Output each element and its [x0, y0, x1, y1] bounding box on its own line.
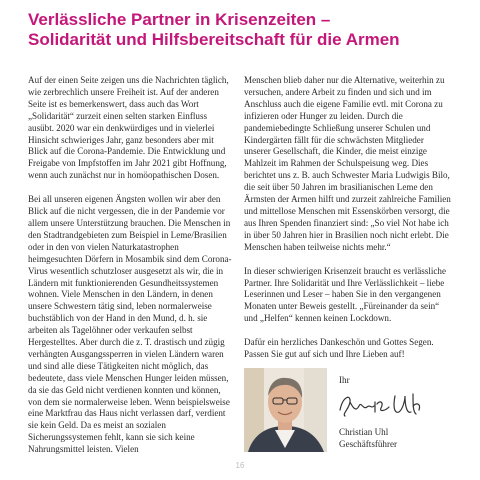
left-column [28, 75, 233, 468]
right-column [244, 75, 452, 373]
page-title [28, 10, 468, 50]
paragraph: Dafür ein herzliches Dankeschön und Gottes Segen. Passen Sie gut auf sich und Ihre Lieben auf! [244, 337, 434, 360]
page-number: 16 [235, 461, 245, 470]
author-block [244, 368, 452, 448]
author-name: Christian Uhl [339, 427, 389, 437]
author-photo [244, 368, 327, 452]
title-line-1: Verlässliche Partner in Krisenzeiten – [28, 10, 331, 29]
title-line-2: Solidarität und Hilfsbereitschaft für die Armen [28, 30, 400, 49]
paragraph: Menschen blieb daher nur die Alternative, weiterhin zu versuchen, andere Arbeit zu finden und sich und im Anschluss auch die eigene Familie evtl. mit Corona zu infizieren oder Hunger zu leiden. Durch die pandemiebedingte Schließung unserer Schulen und Kindergärten fällt für die schwächsten Mitglieder unserer Gesellschaft, die Kinder, die meist einzige Mahlzeit im Rahmen der Schulspeisung weg. Dies berichtet uns z. B. auch Schwester Maria Ludwigis Bilo, die seit über 50 Jahren im brasilianischen Leme den Ärmsten der Armen hilft und zurzeit zahlreiche Familien und mittellose Menschen mit Essenskörben versorgt, die aus Ihren Spenden finanziert sind: „So viel Not habe ich in über 50 Jahren hier in Brasilien noch nicht erlebt. Die Menschen haben teilweise nichts mehr.“ [244, 75, 451, 252]
paragraph: Auf der einen Seite zeigen uns die Nachrichten täglich, wie zerbrechlich unsere Freiheit ist. Auf der anderen Seite ist es bemerkenswert, dass auch das Wort „Solidarität“ zurzeit einen selten starken Einfluss ausübt. 2020 war ein denkwürdiges und in vielerlei Hinsicht schwieriges Jahr, ganz besonders aber mit Blick auf die Corona-Pandemie. Die Entwicklung und Freigabe von Impfstoffen im Jahr 2021 gibt Hoffnung, wenn auch zunächst nur in homöopathischen Dosen. [28, 75, 229, 181]
paragraph: Bei all unseren eigenen Ängsten wollen wir aber den Blick auf die nicht vergessen, die in der Pandemie vor allem unsere Unterstützung brauchen. Die Menschen in den Stadtrandgebieten zum Beispiel in Leme/Brasilien oder in den von vielen Naturkatastrophen heimgesuchten Dörfern in Mosambik sind dem Corona-Virus wesentlich schutzloser ausgesetzt als wir, die in Ländern mit funktionierenden Gesundheitssystemen wohnen. Viele Menschen in den Ländern, in denen unsere Schwestern tätig sind, leben normalerweise buchstäblich von der Hand in den Mund, d. h. sie arbeiten als Tagelöhner oder verkaufen selbst Hergestelltes. Aber durch die z. T. drastisch und zügig verhängten Ausgangssperren in vielen Ländern waren und sind alle diese Tätigkeiten nicht möglich, das bedeutete, dass viele Menschen Hunger leiden müssen, da sie das Geld nicht verdienen konnten und können, von dem sie normalerweise leben. Wenn beispielsweise eine Marktfrau das Haus nicht verlassen darf, verdient sie kein Geld. Da es meist an sozialen Sicherungssystemen fehlt, kann sie sich keine Nahrungsmittel leisten. Vielen [28, 194, 232, 455]
signature-image [337, 390, 427, 422]
author-role: Geschäftsführer [339, 439, 398, 449]
paragraph: In dieser schwierigen Krisenzeit braucht es verlässliche Partner. Ihre Solidarität und Ihre Verlässlichkeit – liebe Leserinnen und Leser – haben Sie in den vergangenen Monaten unter Beweis gestellt. „Füreinander da sein“ und „Helfen“ kennen keinen Lockdown. [244, 265, 447, 324]
salutation: Ihr [339, 375, 350, 385]
portrait-image [244, 368, 327, 452]
